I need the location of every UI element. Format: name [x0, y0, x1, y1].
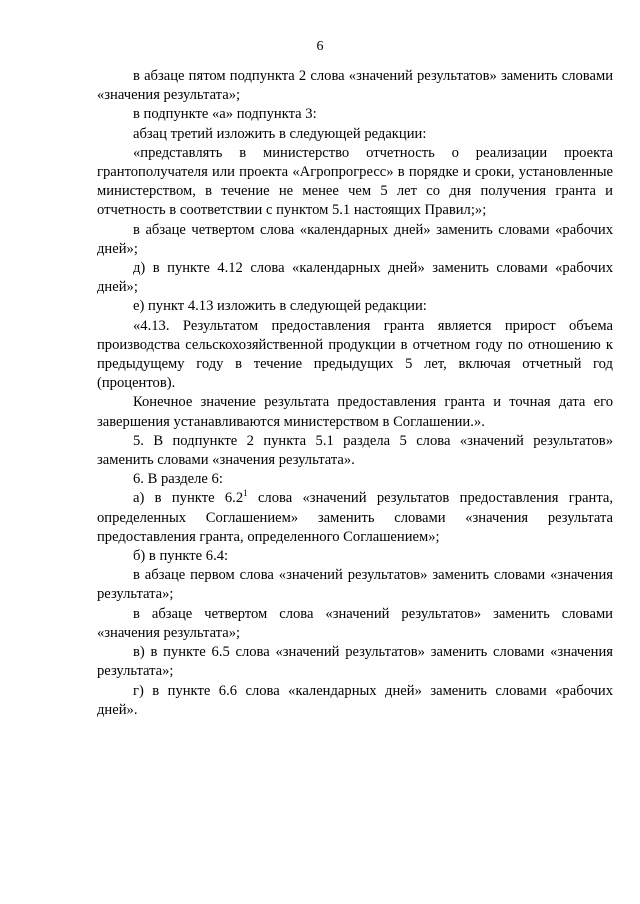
- paragraph-17: г) в пункте 6.6 слова «календарных дней» заменить словами «рабочих дней».: [97, 682, 613, 718]
- paragraph-16: в) в пункте 6.5 слова «значений результатов» заменить словами «значения результата»;: [97, 644, 613, 680]
- paragraph-2: в подпункте «а» подпункта 3:: [133, 106, 317, 123]
- superscript-1: 1: [243, 488, 248, 499]
- paragraph-6: д) в пункте 4.12 слова «календарных дней» заменить словами «рабочих дней»;: [97, 260, 613, 296]
- paragraph-14: в абзаце первом слова «значений результатов» заменить словами «значения результата»;: [97, 567, 613, 603]
- paragraph-12-start: а) в пункте 6.2: [133, 490, 244, 507]
- paragraph-13: б) в пункте 6.4:: [133, 548, 229, 565]
- paragraph-8: «4.13. Результатом предоставления гранта является прирост объема производства сельскохозяйственной продукции в отчетном году по отношению к предыдущему году в течение предыдущих 5 лет, включая отчетный год (процентов).: [97, 317, 613, 392]
- paragraph-7: е) пункт 4.13 изложить в следующей редакции:: [133, 298, 427, 315]
- paragraph-10: 5. В подпункте 2 пункта 5.1 раздела 5 слова «значений результатов» заменить словами «значения результата».: [97, 432, 613, 469]
- document-body: [97, 67, 613, 720]
- paragraph-9: Конечное значение результата предоставления гранта и точная дата его завершения устанавливаются министерством в Соглашении.».: [97, 394, 613, 430]
- paragraph-11: 6. В разделе 6:: [133, 471, 223, 488]
- paragraph-12-end: слова «значений результатов предоставления гранта, определенных Соглашением» заменить словами «значения результата предоставления гранта, определенного Соглашением»;: [97, 490, 613, 545]
- paragraph-12: [97, 489, 613, 547]
- paragraph-3: абзац третий изложить в следующей редакции:: [133, 125, 427, 142]
- paragraph-1: в абзаце пятом подпункта 2 слова «значений результатов» заменить словами «значения результата»;: [97, 68, 613, 104]
- paragraph-4: «представлять в министерство отчетность о реализации проекта грантополучателя или проекта «Агропрогресс» в порядке и сроки, установленные министерством, в течение не менее чем 5 лет со дня получения гранта и отчетность в соответствии с пунктом 5.1 настоящих Правил;»;: [97, 144, 613, 219]
- paragraph-5: в абзаце четвертом слова «календарных дней» заменить словами «рабочих дней»;: [97, 221, 613, 257]
- page-number: 6: [316, 39, 324, 54]
- paragraph-15: в абзаце четвертом слова «значений результатов» заменить словами «значения результата»;: [97, 605, 613, 641]
